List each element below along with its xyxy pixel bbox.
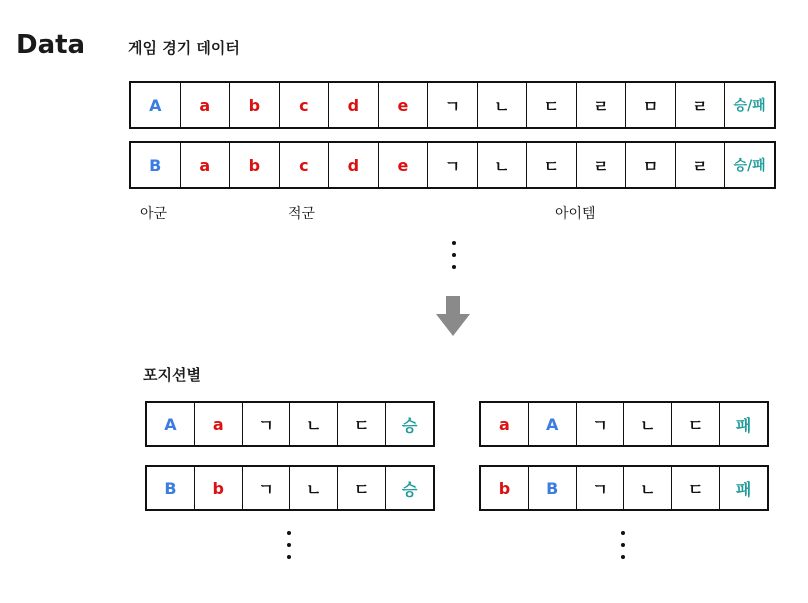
row-cell: ㄱ	[577, 467, 625, 509]
row-cell: c	[280, 143, 330, 187]
item-label: 아이템	[555, 206, 596, 222]
game-data-label: 게임 경기 데이터	[128, 39, 240, 57]
row-cell: ㄹ	[676, 143, 726, 187]
row-cell: 승	[401, 415, 418, 435]
position-row	[479, 465, 769, 511]
row-cell: ㄱ	[428, 83, 478, 127]
row-cell: 패	[735, 479, 752, 499]
row-cell: b	[230, 83, 280, 127]
row-cell: ㄹ	[577, 83, 627, 127]
row-cell: ㄷ	[672, 467, 720, 509]
position-row	[145, 401, 435, 447]
row-cell: ㄷ	[527, 83, 577, 127]
row-cell: c	[280, 83, 330, 127]
row-cell: ㄴ	[290, 403, 338, 445]
row-cell: ㄱ	[243, 403, 291, 445]
row-cell: B	[529, 467, 577, 509]
row-cell: a	[481, 403, 529, 445]
row-cell: ㄷ	[672, 403, 720, 445]
row-cell: ㄱ	[577, 403, 625, 445]
row-cell: a	[181, 83, 231, 127]
row-cell: ㄷ	[338, 467, 386, 509]
position-row	[479, 401, 769, 447]
row-cell: ㄹ	[577, 143, 627, 187]
row-cell: ㅁ	[626, 143, 676, 187]
down-arrow-icon	[436, 296, 470, 338]
row-cell: ㄱ	[243, 467, 291, 509]
row-cell: ㄴ	[478, 83, 528, 127]
row-cell: e	[379, 83, 429, 127]
game-data-row	[129, 141, 776, 189]
row-cell: 승/패	[733, 158, 766, 174]
continuation-dots	[621, 531, 625, 559]
row-cell: b	[230, 143, 280, 187]
row-cell: 패	[735, 415, 752, 435]
row-cell: ㄴ	[624, 403, 672, 445]
row-cell: ㄷ	[338, 403, 386, 445]
row-cell: ㄹ	[676, 83, 726, 127]
preprocessing-label: 포지션별	[143, 366, 201, 384]
row-cell: ㄴ	[624, 467, 672, 509]
row-cell: 승	[401, 479, 418, 499]
ally-label: 아군	[140, 206, 168, 222]
position-row	[145, 465, 435, 511]
row-cell: ㄴ	[290, 467, 338, 509]
row-cell: b	[195, 467, 243, 509]
row-cell: a	[195, 403, 243, 445]
row-cell: ㄱ	[428, 143, 478, 187]
page-title: Data	[16, 30, 86, 60]
row-cell: d	[329, 143, 379, 187]
row-cell: B	[131, 143, 181, 187]
row-cell: ㅁ	[626, 83, 676, 127]
row-cell: e	[379, 143, 429, 187]
enemy-label: 적군	[288, 206, 316, 222]
row-cell: A	[529, 403, 577, 445]
row-cell: A	[147, 403, 195, 445]
row-cell: B	[147, 467, 195, 509]
game-data-row	[129, 81, 776, 129]
continuation-dots	[287, 531, 291, 559]
row-cell: ㄷ	[527, 143, 577, 187]
row-cell: d	[329, 83, 379, 127]
row-cell: ㄴ	[478, 143, 528, 187]
row-cell: A	[131, 83, 181, 127]
row-cell: b	[481, 467, 529, 509]
row-cell: a	[181, 143, 231, 187]
continuation-dots	[452, 241, 456, 269]
row-cell: 승/패	[733, 98, 766, 114]
